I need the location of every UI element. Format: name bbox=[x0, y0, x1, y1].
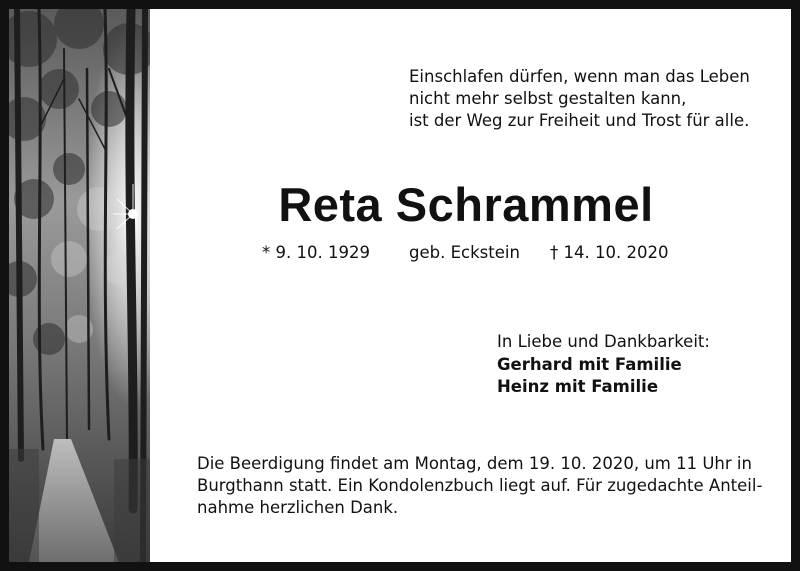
poem-line: Einschlafen dürfen, wenn man das Leben bbox=[409, 67, 750, 86]
mourner-family: Heinz mit Familie bbox=[497, 377, 659, 396]
mourners-intro: In Liebe und Dankbarkeit: bbox=[497, 332, 710, 351]
funeral-line: nahme herzlichen Dank. bbox=[197, 498, 399, 517]
poem bbox=[409, 66, 750, 132]
mourners-block bbox=[497, 331, 710, 399]
birth-date: * 9. 10. 1929 bbox=[262, 243, 370, 262]
maiden-name: geb. Eckstein bbox=[409, 243, 520, 262]
poem-line: nicht mehr selbst gestalten kann, bbox=[409, 89, 687, 108]
death-date: † 14. 10. 2020 bbox=[550, 243, 669, 262]
deceased-name: Reta Schrammel bbox=[278, 178, 654, 231]
forest-path-photo bbox=[9, 9, 150, 562]
obituary-card bbox=[9, 9, 791, 562]
funeral-notice bbox=[197, 453, 762, 519]
funeral-line: Burgthann statt. Ein Kondolenzbuch liegt auf. Für zugedachte Anteil- bbox=[197, 476, 763, 495]
mourner-family: Gerhard mit Familie bbox=[497, 354, 682, 374]
funeral-line: Die Beerdigung findet am Montag, dem 19. 10. 2020, um 11 Uhr in bbox=[197, 454, 752, 473]
poem-line: ist der Weg zur Freiheit und Trost für alle. bbox=[409, 111, 750, 130]
